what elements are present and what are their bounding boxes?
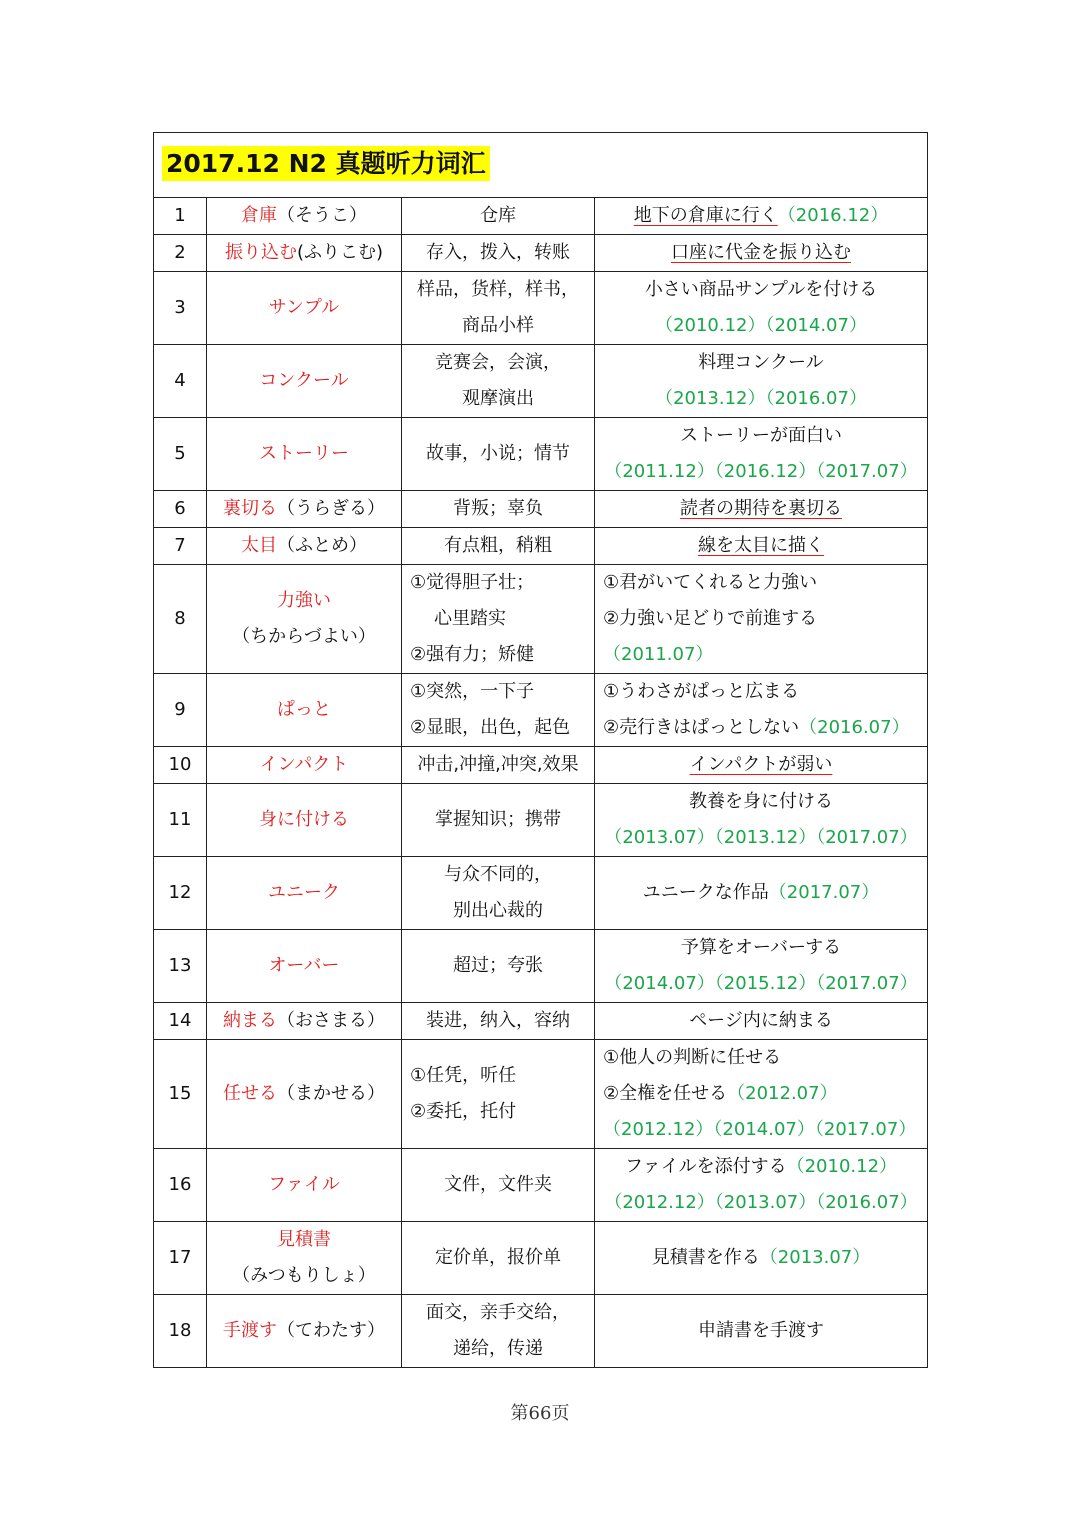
row-number-text: 16 <box>168 1174 192 1195</box>
meaning-cell <box>402 345 595 418</box>
row-number <box>154 528 207 565</box>
meaning-line: 面交，亲手交给， <box>426 1302 570 1323</box>
row-number <box>154 1149 207 1222</box>
row-number <box>154 1040 207 1149</box>
row-number-text: 8 <box>174 608 186 629</box>
row-number-text: 10 <box>168 754 192 775</box>
meaning-cell <box>402 1040 595 1149</box>
row-number-text: 5 <box>174 443 186 464</box>
row-number <box>154 418 207 491</box>
row-number <box>154 345 207 418</box>
exam-years: （2013.07）（2013.12）（2017.07） <box>604 827 918 848</box>
example-cell <box>595 1222 928 1295</box>
example-line <box>599 1149 923 1185</box>
example-sentence: 申請書を手渡す <box>698 1320 825 1341</box>
example-line <box>599 272 923 308</box>
example-line <box>603 601 923 637</box>
meaning-line: 递给，传递 <box>453 1338 543 1359</box>
example-line <box>603 1112 923 1148</box>
table-row <box>154 272 928 345</box>
example-cell <box>595 1149 928 1222</box>
row-number <box>154 198 207 235</box>
title-row <box>154 133 928 198</box>
example-cell <box>595 1003 928 1040</box>
meaning-line: 装进，纳入，容纳 <box>426 1010 570 1031</box>
example-line <box>599 418 923 454</box>
meaning-cell <box>402 198 595 235</box>
meaning-cell <box>402 674 595 747</box>
page-title: 2017.12 N2 真题听力词汇 <box>162 146 490 181</box>
table-row <box>154 674 928 747</box>
example-sentence: 予算をオーバーする <box>680 937 842 958</box>
meaning-line: 商品小样 <box>462 315 534 336</box>
meaning-line: 有点粗，稍粗 <box>444 535 552 556</box>
example-cell <box>595 345 928 418</box>
vocab-word: オーバー <box>268 955 340 976</box>
vocab-word: 手渡す <box>223 1320 277 1341</box>
table-row <box>154 418 928 491</box>
word-cell <box>207 235 402 272</box>
row-number-text: 1 <box>174 205 186 226</box>
meaning-line: ①任凭，听任 <box>410 1065 517 1086</box>
example-line <box>599 454 923 490</box>
example-line <box>603 637 923 673</box>
vocab-reading: （そうこ） <box>277 205 367 226</box>
example-line <box>599 1313 923 1349</box>
word-cell <box>207 1003 402 1040</box>
example-line <box>603 710 923 746</box>
example-sentence: ②売行きはぱっとしない <box>603 717 800 738</box>
row-number-text: 13 <box>168 955 192 976</box>
meaning-line: ①突然，一下子 <box>410 681 535 702</box>
word-cell <box>207 565 402 674</box>
example-cell <box>595 1040 928 1149</box>
table-row <box>154 1003 928 1040</box>
example-sentence: 線を太目に描く <box>698 535 825 556</box>
row-number-text: 17 <box>168 1247 192 1268</box>
example-sentence: ①他人の判断に任せる <box>603 1047 782 1068</box>
title-cell <box>154 133 928 198</box>
meaning-line: 竞赛会，会演， <box>435 352 561 373</box>
row-number <box>154 235 207 272</box>
table-row <box>154 565 928 674</box>
example-cell <box>595 418 928 491</box>
meaning-line: 定价单，报价单 <box>435 1247 561 1268</box>
row-number <box>154 784 207 857</box>
vocab-word: インパクト <box>259 754 349 775</box>
vocab-sheet <box>153 132 927 1368</box>
vocab-word: コンクール <box>259 370 349 391</box>
exam-years: （2012.12）（2013.07）（2016.07） <box>604 1192 918 1213</box>
example-sentence: 口座に代金を振り込む <box>671 242 852 263</box>
row-number <box>154 565 207 674</box>
vocab-reading: （てわたす） <box>277 1320 385 1341</box>
exam-years: （2012.12）（2014.07）（2017.07） <box>603 1119 917 1140</box>
example-cell <box>595 528 928 565</box>
vocab-word: 裏切る <box>223 498 277 519</box>
exam-years: （2016.07） <box>799 717 910 738</box>
meaning-line: 故事，小说；情节 <box>426 443 570 464</box>
example-line <box>599 784 923 820</box>
example-sentence: 小さい商品サンプルを付ける <box>644 279 878 300</box>
example-line <box>599 528 923 564</box>
example-line <box>599 235 923 271</box>
example-sentence: ②全権を任せる <box>603 1083 728 1104</box>
row-number-text: 4 <box>174 370 186 391</box>
meaning-cell <box>402 1149 595 1222</box>
row-number <box>154 930 207 1003</box>
example-cell <box>595 491 928 528</box>
table-row <box>154 528 928 565</box>
example-sentence: ファイルを添付する <box>624 1156 787 1177</box>
example-line <box>603 1076 923 1112</box>
row-number-text: 9 <box>174 699 186 720</box>
example-line <box>599 1185 923 1221</box>
example-cell <box>595 674 928 747</box>
meaning-cell <box>402 784 595 857</box>
row-number-text: 7 <box>174 535 186 556</box>
word-cell <box>207 1040 402 1149</box>
example-sentence: インパクトが弱い <box>689 754 833 775</box>
vocab-reading: （おさまる） <box>277 1010 385 1031</box>
table-row <box>154 784 928 857</box>
meaning-line: 别出心裁的 <box>453 900 543 921</box>
vocab-word: サンプル <box>268 297 340 318</box>
row-number-text: 15 <box>168 1083 192 1104</box>
vocab-word: 力強い <box>277 590 331 611</box>
word-cell <box>207 528 402 565</box>
meaning-cell <box>402 528 595 565</box>
example-line <box>599 966 923 1002</box>
vocab-word: ファイル <box>268 1174 340 1195</box>
example-sentence: 読者の期待を裏切る <box>680 498 843 519</box>
meaning-line: 样品，货样，样书， <box>417 279 579 300</box>
meaning-line: ②强有力；矫健 <box>410 644 535 665</box>
example-line <box>599 1003 923 1039</box>
row-number <box>154 747 207 784</box>
word-cell <box>207 747 402 784</box>
example-line <box>599 747 923 783</box>
example-line <box>599 1240 923 1276</box>
example-cell <box>595 198 928 235</box>
word-cell <box>207 491 402 528</box>
table-row <box>154 1295 928 1368</box>
vocab-reading: （ふとめ） <box>277 535 367 556</box>
word-cell <box>207 930 402 1003</box>
page-footer: 第66页 <box>510 1403 570 1424</box>
row-number <box>154 272 207 345</box>
word-cell <box>207 1295 402 1368</box>
row-number <box>154 1222 207 1295</box>
exam-years: （2010.12） <box>786 1156 898 1177</box>
row-number-text: 2 <box>174 242 186 263</box>
example-line <box>603 674 923 710</box>
example-sentence: ②力強い足どりで前進する <box>603 608 818 629</box>
row-number-text: 14 <box>168 1010 192 1031</box>
row-number <box>154 674 207 747</box>
exam-years: （2012.07） <box>727 1083 838 1104</box>
meaning-cell <box>402 1222 595 1295</box>
example-sentence: 見積書を作る <box>651 1247 760 1268</box>
word-cell <box>207 1222 402 1295</box>
meaning-cell <box>402 272 595 345</box>
row-number-text: 12 <box>168 882 192 903</box>
row-number <box>154 1295 207 1368</box>
word-cell <box>207 784 402 857</box>
exam-years: （2013.07） <box>759 1247 871 1268</box>
meaning-cell <box>402 1003 595 1040</box>
table-row <box>154 345 928 418</box>
example-sentence: ストーリーが面白い <box>680 425 843 446</box>
vocab-reading: （ちからづよい） <box>232 626 376 647</box>
table-row <box>154 235 928 272</box>
meaning-line: 仓库 <box>480 205 516 226</box>
row-number <box>154 1003 207 1040</box>
row-number-text: 6 <box>174 498 186 519</box>
word-cell <box>207 198 402 235</box>
vocab-word: 身に付ける <box>259 809 349 830</box>
meaning-line: 观摩演出 <box>462 388 534 409</box>
example-sentence: ①うわさがぱっと広まる <box>603 681 800 702</box>
example-cell <box>595 930 928 1003</box>
exam-years: （2017.07） <box>768 882 880 903</box>
meaning-line: 掌握知识；携带 <box>435 809 561 830</box>
vocab-reading: （まかせる） <box>277 1083 385 1104</box>
vocab-word: 倉庫 <box>241 205 277 226</box>
meaning-cell <box>402 418 595 491</box>
word-cell <box>207 272 402 345</box>
example-cell <box>595 784 928 857</box>
vocab-word: 太目 <box>241 535 277 556</box>
example-sentence: 料理コンクール <box>698 352 824 373</box>
meaning-cell <box>402 857 595 930</box>
example-line <box>599 875 923 911</box>
example-cell <box>595 272 928 345</box>
example-sentence: 教養を身に付ける <box>689 791 834 812</box>
vocab-word: 見積書 <box>277 1229 331 1250</box>
exam-years: （2011.07） <box>603 644 714 665</box>
vocab-reading: （うらぎる） <box>277 498 385 519</box>
row-number <box>154 491 207 528</box>
vocab-word: ぱっと <box>277 699 331 720</box>
meaning-cell <box>402 1295 595 1368</box>
example-line <box>603 1040 923 1076</box>
word-cell <box>207 345 402 418</box>
meaning-line: 超过；夸张 <box>453 955 543 976</box>
table-row <box>154 491 928 528</box>
example-sentence: ユニークな作品 <box>642 882 769 903</box>
vocab-reading: （みつもりしょ） <box>232 1265 376 1286</box>
meaning-line: 存入，拨入，转账 <box>426 242 570 263</box>
example-line <box>599 930 923 966</box>
row-number <box>154 857 207 930</box>
meaning-line: 背叛；辜负 <box>453 498 543 519</box>
exam-years: （2014.07）（2015.12）（2017.07） <box>604 973 918 994</box>
exam-years: （2011.12）（2016.12）（2017.07） <box>604 461 918 482</box>
example-cell <box>595 1295 928 1368</box>
row-number-text: 11 <box>168 809 192 830</box>
word-cell <box>207 857 402 930</box>
row-number-text: 3 <box>174 297 186 318</box>
word-cell <box>207 674 402 747</box>
example-line <box>599 198 923 234</box>
meaning-cell <box>402 930 595 1003</box>
meaning-cell <box>402 565 595 674</box>
table-row <box>154 747 928 784</box>
example-sentence: ①君がいてくれると力強い <box>603 572 818 593</box>
meaning-line: 文件，文件夹 <box>444 1174 552 1195</box>
meaning-line: ②显眼，出色，起色 <box>410 717 571 738</box>
example-line <box>603 565 923 601</box>
word-cell <box>207 418 402 491</box>
exam-years: （2010.12）（2014.07） <box>655 315 867 336</box>
meaning-line: 与众不同的， <box>444 864 552 885</box>
vocab-table <box>153 132 928 1368</box>
example-cell <box>595 235 928 272</box>
example-cell <box>595 747 928 784</box>
table-row <box>154 930 928 1003</box>
meaning-line: 心里踏实 <box>434 608 506 629</box>
vocab-word: 任せる <box>223 1083 277 1104</box>
vocab-reading: (ふりこむ) <box>296 242 384 263</box>
exam-years: （2013.12）（2016.07） <box>655 388 867 409</box>
example-line <box>599 820 923 856</box>
example-sentence: 地下の倉庫に行く <box>633 205 778 226</box>
meaning-cell <box>402 491 595 528</box>
meaning-line: ①觉得胆子壮； <box>410 572 535 593</box>
meaning-line: 冲击,冲撞,冲突,效果 <box>417 754 579 775</box>
meaning-line: ②委托，托付 <box>410 1101 517 1122</box>
table-row <box>154 857 928 930</box>
example-cell <box>595 857 928 930</box>
example-line <box>599 308 923 344</box>
example-line <box>599 491 923 527</box>
vocab-word: 納まる <box>223 1010 277 1031</box>
table-row <box>154 1040 928 1149</box>
example-sentence: ページ内に納まる <box>689 1010 833 1031</box>
table-row <box>154 1149 928 1222</box>
example-line <box>599 381 923 417</box>
table-row <box>154 198 928 235</box>
row-number-text: 18 <box>168 1320 192 1341</box>
meaning-cell <box>402 235 595 272</box>
vocab-word: ユニーク <box>268 882 340 903</box>
vocab-word: 振り込む <box>224 242 297 263</box>
exam-years: （2016.12） <box>777 205 889 226</box>
meaning-cell <box>402 747 595 784</box>
example-line <box>599 345 923 381</box>
word-cell <box>207 1149 402 1222</box>
table-row <box>154 1222 928 1295</box>
example-cell <box>595 565 928 674</box>
vocab-word: ストーリー <box>259 443 349 464</box>
